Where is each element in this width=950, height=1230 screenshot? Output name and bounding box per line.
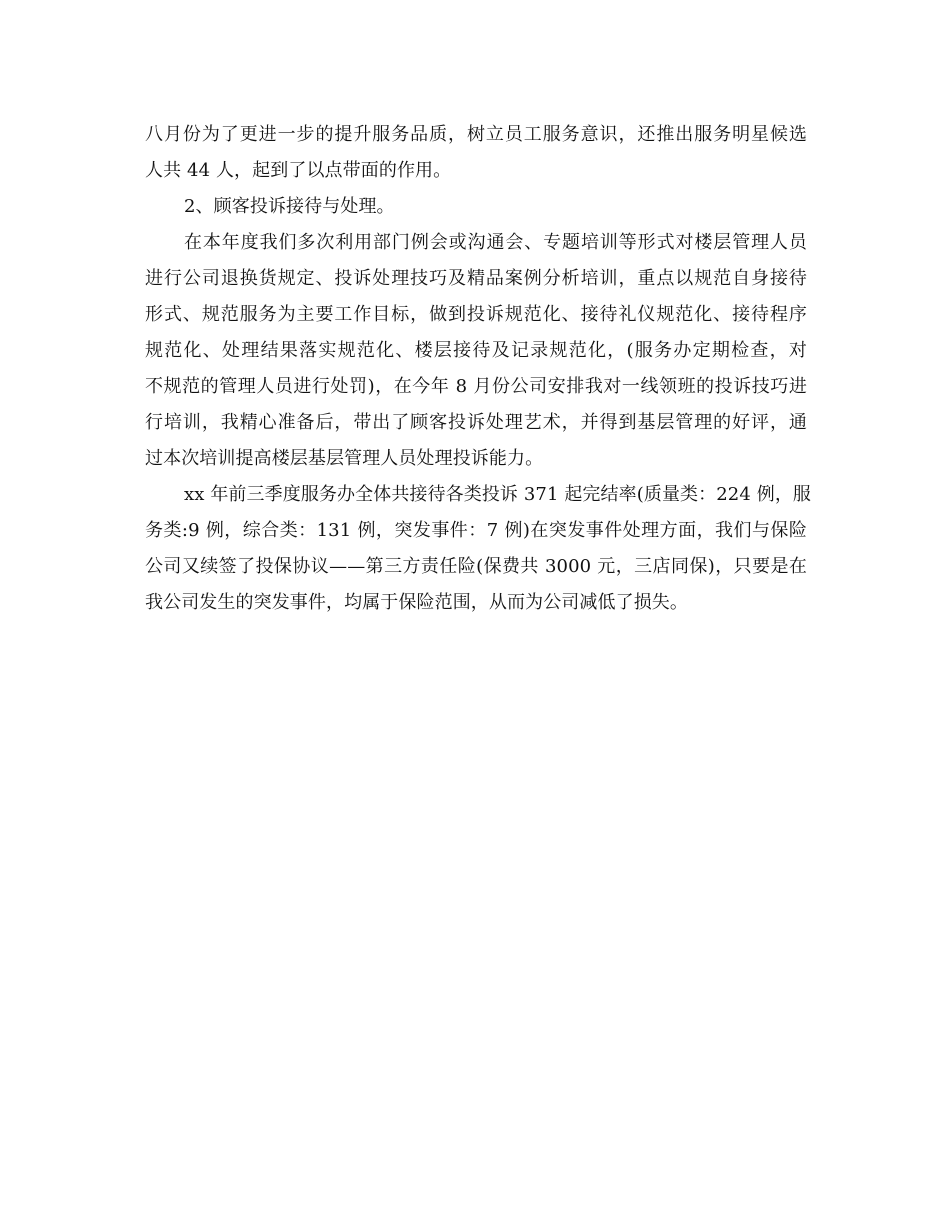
text-line: 进行公司退换货规定、投诉处理技巧及精品案例分析培训，重点以规范自身接待 bbox=[145, 268, 807, 289]
text-line: xx 年前三季度服务办全体共接待各类投诉 371 起完结率(质量类：224 例，服 bbox=[184, 484, 812, 505]
text-line: 公司又续签了投保协议——第三方责任险(保费共 3000 元，三店同保)，只要是在 bbox=[145, 556, 807, 577]
text-line: 人共 44 人，起到了以点带面的作用。 bbox=[145, 160, 452, 181]
text-line: 我公司发生的突发事件，均属于保险范围，从而为公司减低了损失。 bbox=[145, 592, 688, 613]
text-line: 行培训，我精心准备后，带出了顾客投诉处理艺术，并得到基层管理的好评，通 bbox=[145, 412, 807, 433]
text-line: 在本年度我们多次利用部门例会或沟通会、专题培训等形式对楼层管理人员 bbox=[184, 232, 807, 253]
text-line: 八月份为了更进一步的提升服务品质，树立员工服务意识，还推出服务明星候选 bbox=[145, 124, 807, 145]
text-line: 过本次培训提高楼层基层管理人员处理投诉能力。 bbox=[145, 448, 544, 469]
document-body bbox=[145, 117, 812, 621]
text-line: 不规范的管理人员进行处罚)，在今年 8 月份公司安排我对一线领班的投诉技巧进 bbox=[145, 376, 807, 397]
text-line: 形式、规范服务为主要工作目标，做到投诉规范化、接待礼仪规范化、接待程序 bbox=[145, 304, 807, 325]
section-heading: 2、顾客投诉接待与处理。 bbox=[184, 196, 395, 217]
text-line: 务类:9 例，综合类：131 例，突发事件：7 例)在突发事件处理方面，我们与保险 bbox=[145, 520, 807, 541]
text-line: 规范化、处理结果落实规范化、楼层接待及记录规范化，(服务办定期检查，对 bbox=[145, 340, 807, 361]
